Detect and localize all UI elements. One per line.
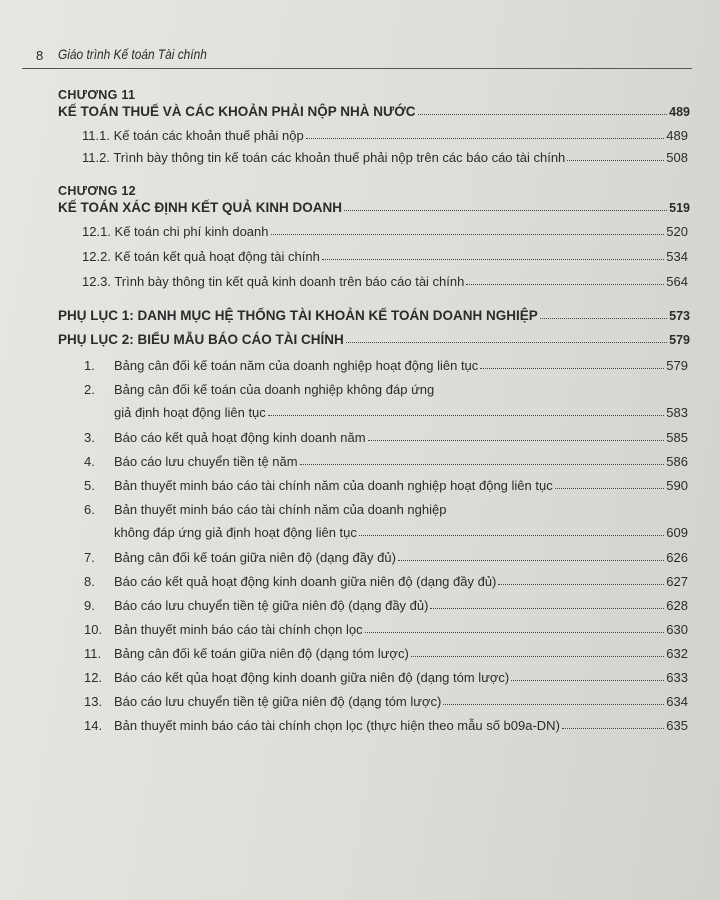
leader-dots — [344, 209, 667, 211]
entry-number: 12.3. — [82, 274, 111, 289]
entry-page: 583 — [666, 405, 688, 420]
toc-entry-appendix-2-item-12[interactable] — [84, 670, 688, 685]
leader-dots — [368, 439, 665, 441]
toc-entry-appendix-2-item-14[interactable] — [84, 718, 688, 733]
entry-number: 8. — [84, 574, 95, 589]
entry-number: 11.2. — [82, 150, 110, 165]
leader-dots — [300, 463, 665, 465]
toc-entry-chapter-12[interactable] — [58, 200, 690, 215]
entry-number: 6. — [84, 502, 95, 517]
toc-entry-appendix-2-item-4[interactable] — [84, 454, 688, 469]
entry-page: 590 — [666, 478, 688, 493]
leader-dots — [359, 534, 664, 536]
toc-entry-12-3[interactable] — [82, 274, 688, 289]
entry-number: 2. — [84, 382, 95, 397]
entry-number: 13. — [84, 694, 103, 709]
chapter-11-label: CHƯƠNG 11 — [58, 88, 136, 102]
entry-number: 11.1. — [82, 128, 110, 143]
entry-title: Kế toán chi phí kinh doanh — [114, 224, 269, 239]
entry-page: 609 — [666, 525, 688, 540]
header-page-number: 8 — [36, 48, 44, 63]
entry-page: 586 — [666, 454, 688, 469]
chapter-11-page: 489 — [669, 105, 690, 119]
toc-entry-appendix-2-item-3[interactable] — [84, 430, 688, 445]
leader-dots — [418, 113, 668, 115]
entry-page: 630 — [666, 622, 688, 637]
toc-entry-appendix-2-item-6-line-1[interactable] — [84, 502, 446, 517]
entry-title: Báo cáo lưu chuyển tiền tệ năm — [114, 454, 298, 469]
entry-page: 633 — [666, 670, 688, 685]
chapter-12-title: KẾ TOÁN XÁC ĐỊNH KẾT QUẢ KINH DOANH — [58, 200, 343, 215]
appendix-2-title: PHỤ LỤC 2: BIỂU MẪU BÁO CÁO TÀI CHÍNH — [58, 332, 344, 347]
entry-title-continued: giả định hoạt động liên tục — [114, 405, 266, 420]
entry-title: Bảng cân đối kế toán giữa niên độ (dạng tóm lược) — [114, 646, 409, 661]
toc-entry-appendix-2-item-7[interactable] — [84, 550, 688, 565]
entry-number: 14. — [84, 718, 103, 733]
entry-number: 4. — [84, 454, 95, 469]
leader-dots — [365, 631, 665, 633]
chapter-11-title: KẾ TOÁN THUẾ VÀ CÁC KHOẢN PHẢI NỘP NHÀ NƯỚC — [58, 104, 416, 119]
toc-entry-appendix-2-item-6-line-2[interactable] — [114, 525, 688, 540]
running-header — [22, 42, 692, 69]
entry-title: Bản thuyết minh báo cáo tài chính năm của doanh nghiệp hoạt động liên tục — [114, 478, 553, 493]
chapter-12-page: 519 — [669, 201, 690, 215]
toc-entry-appendix-2-item-2-line-2[interactable] — [114, 405, 688, 420]
toc-entry-appendix-2-item-5[interactable] — [84, 478, 688, 493]
leader-dots — [567, 159, 664, 161]
entry-number: 3. — [84, 430, 95, 445]
leader-dots — [562, 727, 664, 729]
leader-dots — [480, 367, 664, 369]
entry-number: 12. — [84, 670, 103, 685]
entry-page: 520 — [666, 224, 688, 239]
entry-title: Kế toán kết quả hoạt động tài chính — [114, 249, 320, 264]
leader-dots — [411, 655, 665, 657]
toc-entry-12-2[interactable] — [82, 249, 688, 264]
header-book-title: Giáo trình Kế toán Tài chính — [58, 46, 207, 62]
appendix-2-page: 579 — [669, 333, 690, 347]
entry-title: Báo cáo lưu chuyển tiền tệ giữa niên độ (dạng đầy đủ) — [114, 598, 429, 613]
entry-number: 12.2. — [82, 249, 111, 264]
entry-number: 5. — [84, 478, 95, 493]
entry-title: Bản thuyết minh báo cáo tài chính năm của doanh nghiệp — [114, 502, 447, 517]
appendix-1-page: 573 — [669, 309, 690, 323]
leader-dots — [511, 679, 664, 681]
entry-page: 579 — [666, 358, 688, 373]
toc-entry-appendix-2[interactable] — [58, 332, 690, 347]
entry-page: 632 — [666, 646, 688, 661]
entry-page: 634 — [666, 694, 688, 709]
leader-dots — [271, 233, 665, 235]
toc-entry-appendix-2-item-10[interactable] — [84, 622, 688, 637]
entry-number: 7. — [84, 550, 95, 565]
toc-entry-appendix-2-item-8[interactable] — [84, 574, 688, 589]
entry-title: Bản thuyết minh báo cáo tài chính chọn lọc — [114, 622, 363, 637]
entry-page: 534 — [666, 249, 688, 264]
entry-title: Báo cáo kết quả hoạt động kinh doanh năm — [114, 430, 366, 445]
toc-entry-11-1[interactable] — [82, 128, 688, 143]
entry-number: 12.1. — [82, 224, 111, 239]
entry-title: Kế toán các khoản thuế phải nộp — [113, 128, 304, 143]
entry-number: 1. — [84, 358, 95, 373]
entry-title: Bảng cân đối kế toán năm của doanh nghiệp hoạt động liên tục — [114, 358, 479, 373]
appendix-1-title: PHỤ LỤC 1: DANH MỤC HỆ THỐNG TÀI KHOẢN KẾ TOÁN DOANH NGHIỆP — [58, 308, 538, 323]
toc-entry-appendix-2-item-11[interactable] — [84, 646, 688, 661]
leader-dots — [466, 283, 664, 285]
entry-number: 10. — [84, 622, 103, 637]
entry-page: 508 — [666, 150, 688, 165]
entry-page: 564 — [666, 274, 688, 289]
toc-entry-appendix-1[interactable] — [58, 308, 690, 323]
leader-dots — [322, 258, 664, 260]
toc-entry-appendix-2-item-13[interactable] — [84, 694, 688, 709]
entry-title-continued: không đáp ứng giả định hoạt động liên tục — [114, 525, 357, 540]
entry-number: 11. — [84, 646, 102, 661]
entry-page: 626 — [666, 550, 688, 565]
leader-dots — [306, 137, 665, 139]
leader-dots — [430, 607, 664, 609]
toc-entry-appendix-2-item-2-line-1[interactable] — [84, 382, 434, 397]
toc-entry-chapter-11[interactable] — [58, 104, 690, 119]
entry-page: 585 — [666, 430, 688, 445]
entry-title: Bảng cân đối kế toán giữa niên độ (dạng đầy đủ) — [114, 550, 396, 565]
leader-dots — [398, 559, 664, 561]
chapter-12-label: CHƯƠNG 12 — [58, 184, 136, 198]
entry-page: 628 — [666, 598, 688, 613]
entry-title: Trình bày thông tin kết quả kinh doanh trên báo cáo tài chính — [114, 274, 465, 289]
entry-page: 635 — [666, 718, 688, 733]
leader-dots — [268, 414, 665, 416]
entry-page: 627 — [666, 574, 688, 589]
entry-title: Báo cáo kết qủa hoạt động kinh doanh giữa niên độ (dạng tóm lược) — [114, 670, 510, 685]
entry-page: 489 — [666, 128, 688, 143]
toc-entry-11-2[interactable] — [82, 150, 688, 165]
leader-dots — [443, 703, 664, 705]
entry-number: 9. — [84, 598, 95, 613]
entry-title: Bảng cân đối kế toán của doanh nghiệp không đáp ứng — [114, 382, 435, 397]
leader-dots — [498, 583, 664, 585]
toc-entry-appendix-2-item-9[interactable] — [84, 598, 688, 613]
leader-dots — [555, 487, 665, 489]
entry-title: Báo cáo kết quả hoạt động kinh doanh giữa niên độ (dạng đầy đủ) — [114, 574, 497, 589]
entry-title: Báo cáo lưu chuyển tiền tệ giữa niên độ (dạng tóm lược) — [114, 694, 442, 709]
entry-title: Bản thuyết minh báo cáo tài chính chọn lọc (thực hiện theo mẫu số b09a-DN) — [114, 718, 560, 733]
leader-dots — [346, 341, 667, 343]
toc-entry-12-1[interactable] — [82, 224, 688, 239]
entry-title: Trình bày thông tin kế toán các khoản thuế phải nộp trên các báo cáo tài chính — [113, 150, 566, 165]
leader-dots — [540, 317, 667, 319]
toc-entry-appendix-2-item-1[interactable] — [84, 358, 688, 373]
